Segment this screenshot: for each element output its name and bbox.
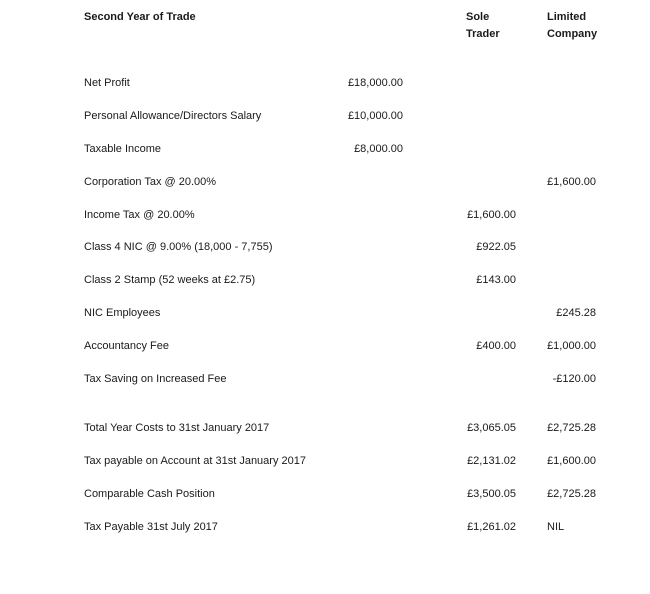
column-header-line: Limited xyxy=(547,11,587,23)
sole-trader-value: £3,500.05 xyxy=(467,488,516,500)
sole-trader-value: £1,261.02 xyxy=(467,521,516,533)
table-row xyxy=(0,453,650,469)
row-label: Comparable Cash Position xyxy=(84,488,215,500)
limited-company-value: £245.28 xyxy=(556,307,596,319)
sole-trader-value: £400.00 xyxy=(476,340,516,352)
row-label: Class 4 NIC @ 9.00% (18,000 - 7,755) xyxy=(84,241,273,253)
column-header-limited-company xyxy=(547,9,597,43)
table-row xyxy=(0,338,650,354)
table-row xyxy=(0,371,650,387)
table-row xyxy=(0,108,650,124)
table-row xyxy=(0,486,650,502)
column-header-line: Company xyxy=(547,28,598,40)
column-header-line: Sole xyxy=(466,11,490,23)
limited-company-value: NIL xyxy=(547,521,565,533)
table-row xyxy=(0,239,650,255)
row-label: Income Tax @ 20.00% xyxy=(84,209,195,221)
row-label: Total Year Costs to 31st January 2017 xyxy=(84,422,270,434)
limited-company-value: £2,725.28 xyxy=(547,422,596,434)
table-row xyxy=(0,420,650,436)
row-label: Tax Saving on Increased Fee xyxy=(84,373,227,385)
table-row xyxy=(0,75,650,91)
sole-trader-value: £143.00 xyxy=(476,274,516,286)
sole-trader-value: £2,131.02 xyxy=(467,455,516,467)
row-label: NIC Employees xyxy=(84,307,161,319)
row-label: Net Profit xyxy=(84,77,130,89)
row-label: Corporation Tax @ 20.00% xyxy=(84,176,217,188)
row-label: Taxable Income xyxy=(84,143,162,155)
table-row xyxy=(0,207,650,223)
limited-company-value: £1,600.00 xyxy=(547,455,596,467)
page-title: Second Year of Trade xyxy=(84,11,196,23)
amount-value: £10,000.00 xyxy=(347,110,403,122)
sole-trader-value: £1,600.00 xyxy=(467,209,516,221)
row-label: Class 2 Stamp (52 weeks at £2.75) xyxy=(84,274,256,286)
limited-company-value: £2,725.28 xyxy=(547,488,596,500)
row-label: Accountancy Fee xyxy=(84,340,169,352)
amount-value: £8,000.00 xyxy=(354,143,403,155)
column-header-line: Trader xyxy=(466,28,500,40)
sole-trader-value: £922.05 xyxy=(476,241,516,253)
amount-value: £18,000.00 xyxy=(347,77,403,89)
table-row xyxy=(0,141,650,157)
limited-company-value: -£120.00 xyxy=(552,373,596,385)
sole-trader-value: £3,065.05 xyxy=(467,422,516,434)
table-row xyxy=(0,305,650,321)
table-row xyxy=(0,174,650,190)
table-row xyxy=(0,519,650,535)
row-label: Personal Allowance/Directors Salary xyxy=(84,110,262,122)
row-label: Tax Payable 31st July 2017 xyxy=(84,521,218,533)
row-label: Tax payable on Account at 31st January 2017 xyxy=(84,455,306,467)
limited-company-value: £1,000.00 xyxy=(547,340,596,352)
table-row xyxy=(0,272,650,288)
limited-company-value: £1,600.00 xyxy=(547,176,596,188)
column-header-sole-trader xyxy=(466,9,500,43)
